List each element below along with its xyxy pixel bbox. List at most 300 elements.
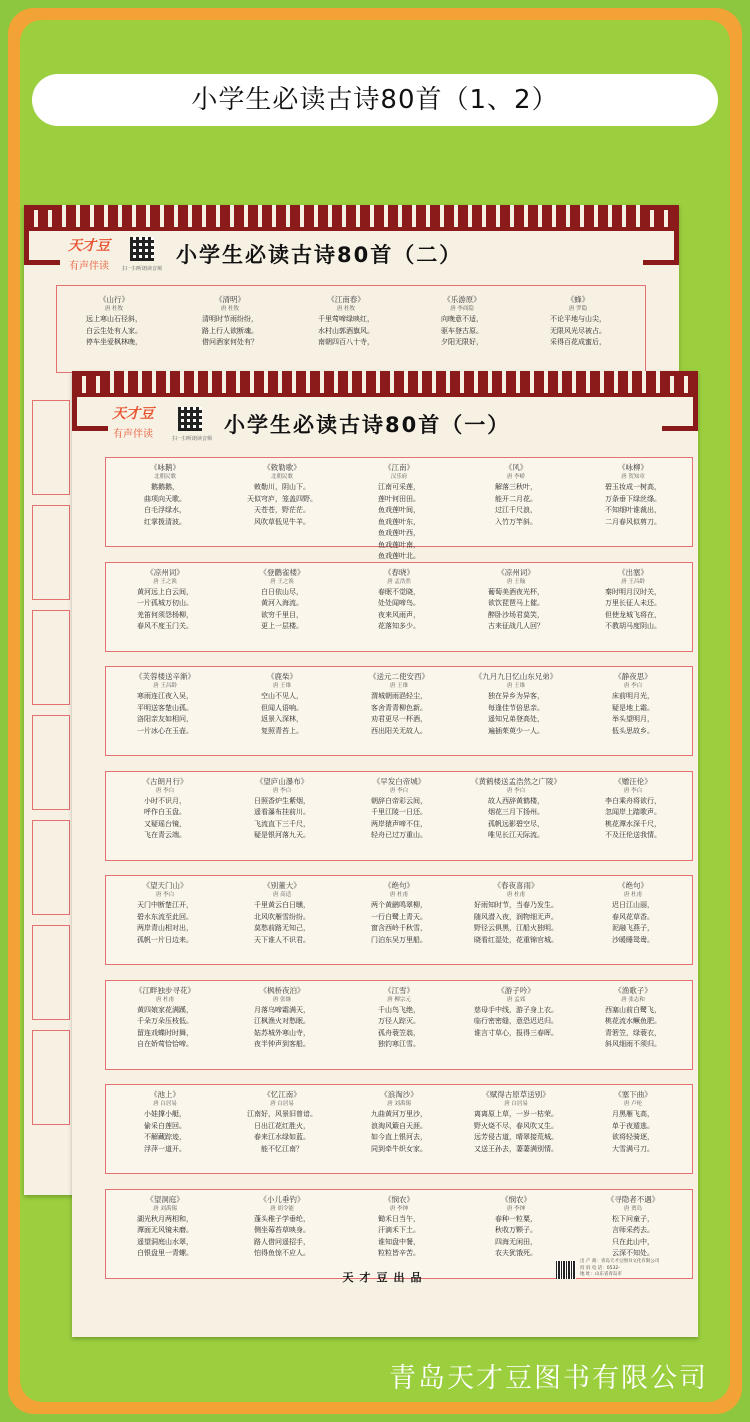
poem-author: 唐 卢纶 (623, 1101, 643, 1107)
side-box (32, 715, 70, 810)
poem (457, 462, 575, 528)
poem (106, 1194, 224, 1260)
poem-line: 独钓寒江雪。 (378, 1040, 420, 1048)
poem-line: 万条垂下绿丝绦。 (605, 494, 661, 503)
poem-line: 更上一层楼。 (261, 622, 303, 630)
poem-line: 斜风细雨不须归。 (605, 1040, 661, 1048)
poem-title: 《九月九日忆山东兄弟》 (474, 672, 558, 681)
poem-title: 《望天门山》 (142, 881, 188, 890)
poem-author: 唐 李白 (155, 892, 175, 898)
poem-author: 唐 白居易 (504, 1101, 528, 1107)
poem-title: 《望庐山瀑布》 (255, 776, 309, 786)
poem-line: 西塞山前白鹭飞， (605, 1005, 661, 1014)
poem-line: 每逢佳节倍思亲。 (488, 703, 544, 712)
poem-title: 《江南春》 (327, 295, 365, 304)
poem-line: 姑苏城外寒山寺， (254, 1028, 310, 1037)
poem-title: 《浪淘沙》 (380, 1090, 418, 1099)
poem-line: 渭城朝雨浥轻尘， (371, 692, 427, 700)
poem-title: 《绝句》 (618, 881, 648, 890)
poem-line: 低头思故乡。 (612, 726, 654, 735)
poem-line: 处处闻啼鸟。 (378, 599, 420, 607)
poem-author: 唐 王维 (272, 683, 292, 689)
poem (340, 1089, 458, 1155)
side-box (32, 400, 70, 495)
qr-code-icon[interactable] (178, 407, 202, 431)
poem-author: 唐 白居易 (270, 1101, 294, 1107)
poem (574, 671, 692, 737)
poem-line: 野径云俱黑，江船火独明。 (474, 924, 558, 932)
poem-line: 江南可采莲， (378, 483, 420, 491)
poem-line: 孤舟蓑笠翁， (378, 1028, 420, 1037)
poem-author: 唐 杜甫 (389, 892, 409, 898)
poem-line: 随风潜入夜，润物细无声。 (474, 912, 558, 921)
poem-author: 唐 王翰 (506, 578, 526, 585)
poem (340, 462, 458, 563)
poem-title: 《静夜思》 (614, 672, 652, 681)
poem-line: 言师采药去。 (612, 1226, 654, 1234)
poem-author: 唐 李商隐 (450, 306, 474, 312)
poem (340, 985, 458, 1051)
poem-line: 又疑瑶台镜， (144, 819, 186, 828)
poem-line: 迟日江山丽， (612, 901, 654, 909)
poem-title: 《悯农》 (384, 1194, 414, 1204)
poem-line: 北风吹雁雪纷纷。 (254, 912, 310, 921)
poem-line: 青箬笠，绿蓑衣， (605, 1028, 661, 1037)
poem-title: 《清明》 (215, 295, 245, 304)
poem-title: 《早发白帝城》 (372, 776, 426, 786)
poster-front-title: 小学生必读古诗80首（一） (224, 413, 511, 437)
poem-line: 日出江花红胜火， (254, 1121, 310, 1130)
poem (340, 776, 458, 842)
poem-line: 返景入深林， (261, 715, 303, 723)
poem-author: 唐 王之涣 (270, 578, 294, 585)
poem (223, 1194, 341, 1260)
poem-line: 如今直上银河去， (371, 1133, 427, 1141)
poem-line: 春眠不觉晓， (378, 587, 420, 596)
poem-line: 路人借问遥招手， (254, 1237, 310, 1246)
poem-line: 窗含西岭千秋雪， (371, 924, 427, 932)
publisher-info-line: 出 产 商：青岛天才豆图书文化有限公司 (580, 1259, 660, 1264)
poem-line: 一片孤城万仞山。 (137, 599, 193, 607)
poem-line: 二月春风似剪刀。 (605, 517, 661, 526)
poem (457, 985, 575, 1040)
side-box (32, 1030, 70, 1125)
poem-row (105, 980, 693, 1070)
poem-line: 水村山郭酒旗风。 (318, 326, 374, 335)
poem-line: 羌笛何须怨杨柳， (137, 610, 193, 619)
fret-border-line (24, 227, 679, 231)
back-poem-row (56, 285, 646, 373)
poem (223, 671, 341, 737)
poem-line: 农夫犹饿死。 (495, 1249, 537, 1257)
poem-author: 北朝民歌 (270, 474, 293, 480)
poem-line: 月落乌啼霜满天， (254, 1005, 310, 1014)
poem-line: 故人西辞黄鹤楼， (488, 796, 544, 805)
poem-line: 劝君更尽一杯酒， (371, 715, 427, 723)
poem-title: 《敕勒歌》 (263, 463, 301, 472)
poem-line: 锄禾日当午， (378, 1214, 420, 1223)
poem-line: 自在娇莺恰恰啼。 (137, 1040, 193, 1048)
poem-line: 古来征战几人回？ (488, 622, 544, 630)
fret-border (24, 205, 679, 227)
poem (457, 671, 575, 737)
poem-line: 日照香炉生紫烟， (254, 796, 310, 805)
poem (106, 1089, 224, 1155)
poem-line: 曲项向天歌。 (144, 494, 186, 503)
poem-row (105, 1084, 693, 1174)
poem-line: 两岸青山相对出， (137, 924, 193, 932)
poem-line: 烟花三月下扬州。 (488, 808, 544, 816)
poem-line: 天门中断楚江开， (137, 901, 193, 909)
poem-line: 四海无闲田， (495, 1237, 537, 1246)
brand-logo (106, 403, 160, 440)
poem-line: 留连戏蝶时时舞， (137, 1028, 193, 1037)
poem-line: 红掌拨清波。 (144, 517, 186, 526)
poem (407, 294, 517, 349)
fret-border (72, 371, 698, 393)
poem-line: 野火烧不尽，春风吹又生。 (474, 1121, 558, 1130)
fret-corner-right (662, 371, 698, 431)
poem-line: 白毛浮绿水， (144, 506, 186, 514)
poem-line: 欲将轻骑逐， (612, 1133, 654, 1141)
poem-author: 唐 杜甫 (506, 892, 526, 898)
poem-title: 《鹿柴》 (267, 672, 297, 681)
poem-line: 千里莺啼绿映红， (318, 315, 374, 323)
poem (106, 567, 224, 633)
poem-author: 唐 李白 (272, 787, 292, 794)
poem-author: 唐 李绅 (389, 1205, 409, 1212)
poem (574, 985, 692, 1051)
poem-title: 《风》 (504, 463, 528, 472)
poem-author: 唐 高适 (272, 892, 292, 898)
poem-author: 唐 王昌龄 (621, 578, 645, 585)
poem-line: 小娃撑小艇， (144, 1110, 186, 1118)
poem-line: 九曲黄河万里沙， (371, 1110, 427, 1118)
poem-line: 桃花流水鳜鱼肥。 (605, 1017, 661, 1025)
poem (223, 1089, 341, 1155)
poem-row (105, 457, 693, 560)
poem-line: 谁言寸草心，报得三春晖。 (474, 1028, 558, 1037)
barcode-icon (556, 1261, 576, 1279)
poem (574, 462, 692, 528)
poem-line: 醉卧沙场君莫笑， (488, 610, 544, 619)
poem-line: 一片冰心在玉壶。 (137, 726, 193, 735)
poem-line: 解落三秋叶， (495, 483, 537, 491)
side-box (32, 820, 70, 915)
page-title: 小学生必读古诗80首（1、2） (32, 74, 718, 126)
poem (457, 776, 575, 842)
poem-author: 唐 贺知章 (621, 474, 645, 480)
poem-line: 李白乘舟将欲行， (605, 796, 661, 805)
poem-line: 复照青苔上。 (261, 726, 303, 735)
poem-line: 莲叶何田田。 (378, 494, 420, 503)
qr-caption: 扫一扫听朗读音频 (122, 266, 163, 272)
poem-author: 唐 白居易 (153, 1101, 177, 1107)
poem-author: 唐 杜牧 (220, 306, 240, 312)
poem-line: 遍插茱萸少一人。 (488, 726, 544, 735)
poem-line: 欲饮琵琶马上催。 (488, 599, 544, 607)
poem-title: 《咏鹅》 (150, 463, 180, 472)
qr-code-icon[interactable] (130, 237, 154, 261)
poem-title: 《芙蓉楼送辛渐》 (135, 672, 195, 681)
poem (340, 567, 458, 633)
poem (574, 1194, 692, 1260)
poem-author: 唐 胡令能 (270, 1205, 294, 1212)
poem (223, 985, 341, 1051)
poem-line: 秦时明月汉时关， (605, 587, 661, 596)
poem-line: 只在此山中， (612, 1237, 654, 1246)
poem-line: 春风花草香。 (612, 912, 654, 921)
poem-title: 《池上》 (150, 1090, 180, 1099)
poem-line: 过江千尺浪， (495, 506, 537, 514)
poem-author: 唐 王维 (389, 683, 409, 689)
poem-line: 夕阳无限好， (441, 338, 483, 346)
poem (340, 1194, 458, 1260)
poem-line: 飞在青云端。 (144, 831, 186, 839)
poem-line: 小时不识月， (144, 796, 186, 805)
poem (106, 880, 224, 946)
poem-line: 同到牵牛织女家。 (371, 1144, 427, 1153)
poem-author: 唐 李白 (389, 787, 409, 794)
publisher-info-line: 地 址：山东省青岛市 (580, 1272, 622, 1277)
watermark: 青岛天才豆图书有限公司 (389, 1363, 708, 1394)
fret-corner-right (643, 205, 679, 265)
poem-author: 唐 孟郊 (506, 996, 526, 1003)
poem-line: 春种一粒粟， (495, 1214, 537, 1223)
poem-line: 飞流直下三千尺， (254, 819, 310, 828)
side-box (32, 925, 70, 1020)
poem-line: 又送王孙去，萋萋满别情。 (474, 1144, 558, 1153)
poem-row (105, 875, 693, 965)
poem-line: 不解藏踪迹， (144, 1133, 186, 1141)
brand-tagline: 有声伴读 (69, 261, 109, 272)
poem-line: 白云生处有人家。 (86, 326, 142, 335)
poem-line: 离离原上草，一岁一枯荣。 (474, 1110, 558, 1118)
poem-author: 唐 李白 (506, 787, 526, 794)
poem-line: 孤帆一片日边来。 (137, 935, 193, 944)
poem-line: 两岸猿声啼不住， (371, 819, 427, 828)
poem-line: 夜半钟声到客船。 (254, 1040, 310, 1048)
poem (574, 1089, 692, 1155)
poem-title: 《黄鹤楼送孟浩然之广陵》 (471, 776, 561, 786)
poem-line: 碧玉妆成一树高， (605, 483, 661, 491)
poem-line: 鱼戏莲叶西， (378, 529, 420, 537)
poem (574, 567, 692, 633)
poem-line: 西出阳关无故人。 (371, 726, 427, 735)
poem (106, 985, 224, 1051)
poem-line: 莫愁前路无知己， (254, 924, 310, 932)
poem-line: 洛阳亲友如相问， (137, 715, 193, 723)
poem-title: 《春晓》 (384, 567, 414, 577)
poem-line: 不及汪伦送我情。 (605, 831, 661, 839)
poem-line: 黄四娘家花满蹊， (137, 1005, 193, 1014)
poem-line: 独在异乡为异客， (488, 692, 544, 700)
poem-line: 万径人踪灭。 (378, 1017, 420, 1025)
poem-title: 《凉州词》 (146, 567, 184, 577)
poem-line: 浪淘风簸自天涯。 (371, 1121, 427, 1130)
poem-line: 不论平地与山尖， (550, 315, 606, 323)
poster-front (72, 371, 698, 1337)
fret-corner-left (24, 205, 60, 265)
poem-author: 唐 杜甫 (623, 892, 643, 898)
side-box (32, 610, 70, 705)
poem-line: 黄河入海流。 (261, 599, 303, 607)
poem-line: 遥望洞庭山水翠， (137, 1237, 193, 1246)
poem-line: 采得百花成蜜后， (550, 338, 606, 346)
poem-author: 北朝民歌 (153, 474, 176, 480)
poem-line: 好雨知时节，当春乃发生。 (474, 901, 558, 909)
poem-author: 唐 李白 (623, 787, 643, 794)
poem-line: 白日依山尽， (261, 587, 303, 596)
poem (574, 776, 692, 842)
poem-author: 唐 柳宗元 (387, 996, 411, 1003)
poem-author: 唐 杜甫 (155, 996, 175, 1003)
poem-line: 葡萄美酒夜光杯， (488, 587, 544, 596)
poem-author: 唐 杜牧 (336, 306, 356, 312)
poem-title: 《渔歌子》 (614, 985, 652, 995)
poem-title: 《乐游原》 (443, 295, 481, 304)
poem-line: 浮萍一道开。 (144, 1144, 186, 1153)
poem-line: 万里长征人未还。 (605, 599, 661, 607)
poem (457, 1089, 575, 1155)
fret-corner-left (72, 371, 108, 431)
poem-line: 呼作白玉盘。 (144, 808, 186, 816)
brand-logo (62, 235, 116, 272)
poem-author: 唐 贾岛 (623, 1205, 643, 1212)
poem-title: 《蜂》 (566, 295, 590, 304)
poem-line: 黄河远上白云间， (137, 587, 193, 596)
poem (340, 671, 458, 737)
poem-line: 天下谁人不识君。 (254, 935, 310, 944)
poem-line: 鱼戏莲叶南， (378, 540, 420, 549)
poem-author: 唐 张志和 (621, 996, 645, 1003)
poem-line: 疑是银河落九天。 (254, 831, 310, 839)
poem-line: 粒粒皆辛苦。 (378, 1249, 420, 1257)
poem-line: 唯见长江天际流。 (488, 831, 544, 839)
poem-line: 不知细叶谁裁出， (605, 506, 661, 514)
poem-line: 客舍青青柳色新。 (371, 703, 427, 712)
poem-row (105, 771, 693, 861)
poem-title: 《望洞庭》 (146, 1194, 184, 1204)
poem-line: 单于夜遁逃。 (612, 1121, 654, 1130)
poem-title: 《游子吟》 (497, 985, 535, 995)
poem (223, 776, 341, 842)
poem-line: 花落知多少。 (378, 622, 420, 630)
poem-line: 停车坐爱枫林晚， (86, 338, 142, 346)
poem-line: 夜来风雨声， (378, 610, 420, 619)
poem-title: 《送元二使安西》 (369, 672, 429, 681)
poem-line: 怕得鱼惊不应人。 (254, 1249, 310, 1257)
publisher-info-line: 投 诉 电 话：0532- (580, 1265, 620, 1271)
poem-author: 唐 王维 (506, 683, 526, 689)
poem-title: 《凉州词》 (497, 567, 535, 577)
poem-line: 平明送客楚山孤。 (137, 703, 193, 712)
poem-title: 《登鹳雀楼》 (259, 567, 305, 577)
poem-author: 汉乐府 (390, 474, 408, 480)
poem-line: 天苍苍，野茫茫。 (254, 506, 310, 514)
poem-line: 秋收万颗子。 (495, 1226, 537, 1234)
poem-row (105, 562, 693, 652)
poem-line: 向晚意不适， (441, 315, 483, 323)
brand-tagline: 有声伴读 (113, 429, 153, 440)
poem-author: 唐 张继 (272, 996, 292, 1003)
poem-line: 松下问童子， (612, 1214, 654, 1223)
poem-line: 大雪满弓刀。 (612, 1144, 654, 1153)
poem-line: 孤帆远影碧空尽， (488, 819, 544, 828)
poem-title: 《咏柳》 (618, 463, 648, 472)
poem-line: 一行白鹭上青天。 (371, 912, 427, 921)
poem-line: 泥融飞燕子， (612, 924, 654, 932)
poem-line: 能开二月花。 (495, 494, 537, 503)
poem-line: 床前明月光， (612, 692, 654, 700)
poem-line: 鱼戏莲叶间， (378, 506, 420, 514)
poem-line: 入竹万竿斜。 (495, 517, 537, 526)
poem-line: 两个黄鹂鸣翠柳， (371, 901, 427, 909)
poem-line: 敕勒川，阴山下。 (254, 483, 310, 491)
poem-line: 寒雨连江夜入吴， (137, 692, 193, 700)
poem-line: 但闻人语响。 (261, 703, 303, 712)
poem-line: 借问酒家何处有？ (202, 338, 258, 346)
publisher-info (580, 1259, 690, 1279)
poem-line: 潭面无风镜未磨。 (137, 1226, 193, 1234)
poem-line: 驱车登古原。 (441, 326, 483, 335)
poem (106, 776, 224, 842)
side-box (32, 505, 70, 600)
brand-logo-text: 天才豆 (68, 238, 110, 254)
poem-line: 桃花潭水深千尺， (605, 819, 661, 828)
poem (223, 567, 341, 633)
poem-title: 《寻隐者不遇》 (606, 1194, 660, 1204)
fret-border-line (72, 393, 698, 397)
poem (523, 294, 633, 349)
poem-title: 《赋得古原草送别》 (482, 1090, 550, 1099)
poem-line: 能不忆江南？ (261, 1144, 303, 1153)
publisher-footer: 天才豆出品 (342, 1271, 428, 1284)
poem-line: 不教胡马度阴山。 (605, 622, 661, 630)
poem-line: 路上行人欲断魂。 (202, 326, 258, 335)
poem-line: 但使龙城飞将在， (605, 610, 661, 619)
poem-line: 江枫渔火对愁眠。 (254, 1017, 310, 1025)
poem-line: 春风不度玉门关。 (137, 622, 193, 630)
poem-title: 《春夜喜雨》 (493, 881, 539, 890)
poem-author: 唐 孟浩然 (387, 578, 411, 585)
poem-author: 唐 李峤 (506, 474, 526, 480)
poem (291, 294, 401, 349)
poem (59, 294, 169, 349)
poem-line: 沙暖睡鸳鸯。 (612, 935, 654, 944)
poem (457, 880, 575, 946)
poem (106, 671, 224, 737)
poem-title: 《赠汪伦》 (614, 776, 652, 786)
poem-title: 《江雪》 (384, 985, 414, 995)
poem-line: 慈母手中线，游子身上衣。 (474, 1005, 558, 1014)
poem (340, 880, 458, 946)
poem-line: 远芳侵古道，晴翠接荒城。 (474, 1133, 558, 1141)
poem-author: 唐 刘禹锡 (387, 1101, 411, 1107)
poem (223, 462, 341, 528)
poem-line: 疑是地上霜。 (612, 703, 654, 712)
poem-line: 蓬头稚子学垂纶， (254, 1214, 310, 1223)
poem-title: 《江畔独步寻花》 (135, 985, 195, 995)
poem-line: 谁知盘中餐， (378, 1237, 420, 1246)
poem-line: 晓看红湿处，花重锦官城。 (474, 935, 558, 944)
poem-line: 千里江陵一日还。 (371, 808, 427, 816)
poem-line: 远上寒山石径斜， (86, 315, 142, 323)
poem-title: 《古朗月行》 (142, 776, 188, 786)
poem-line: 千里黄云白日曛， (254, 901, 310, 909)
poem-line: 门泊东吴万里船。 (371, 935, 427, 944)
poem-title: 《枫桥夜泊》 (259, 985, 305, 995)
